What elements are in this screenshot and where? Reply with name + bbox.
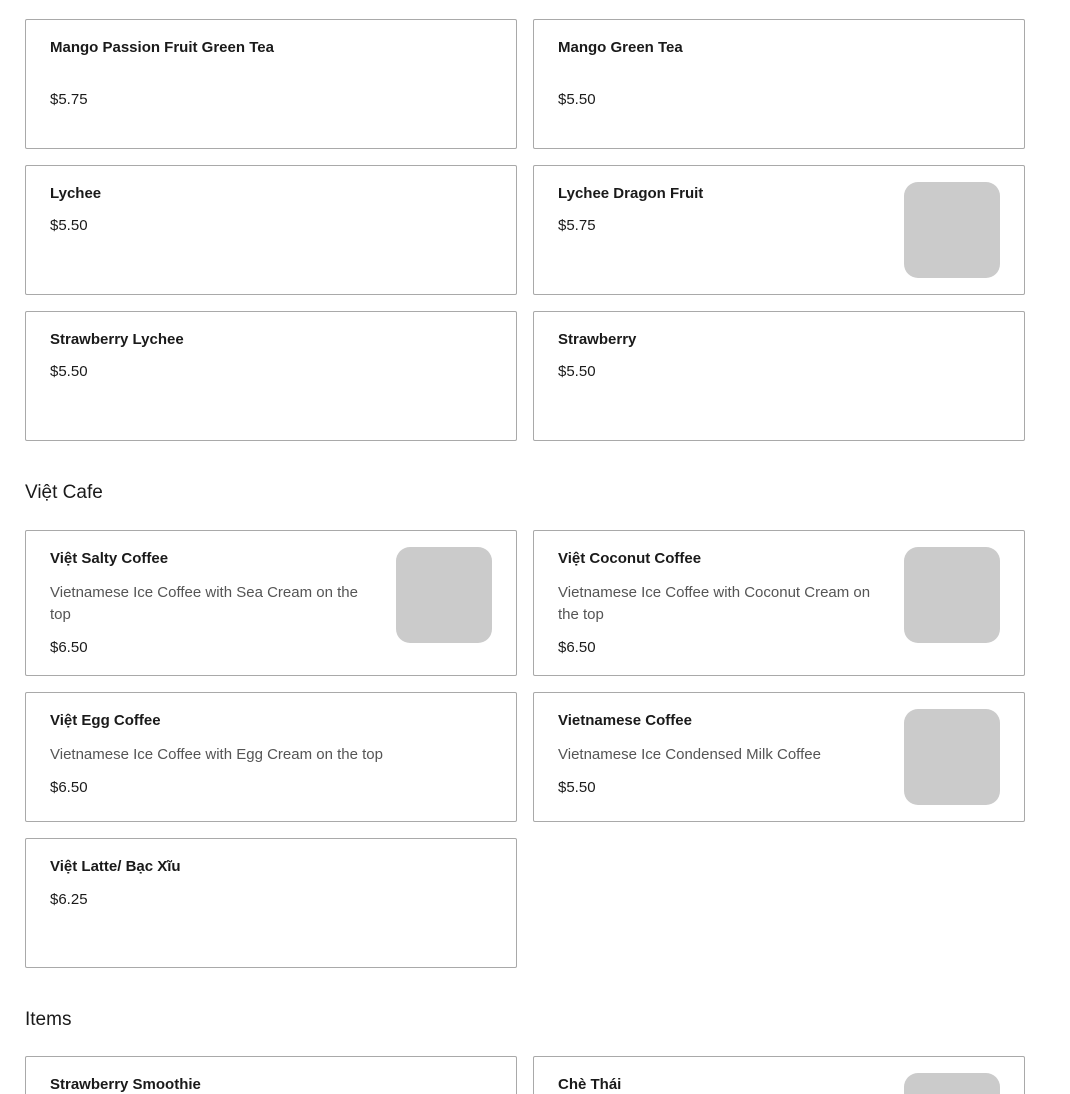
item-description: Vietnamese Ice Coffee with Egg Cream on the top [50, 746, 383, 763]
item-name: Strawberry Lychee [50, 331, 184, 348]
item-price: $6.50 [50, 779, 88, 796]
item-name: Mango Passion Fruit Green Tea [50, 39, 274, 56]
section-title: Việt Cafe [25, 482, 103, 503]
item-thumbnail [396, 547, 492, 643]
item-name: Việt Latte/ Bạc Xĩu [50, 858, 181, 875]
item-name: Strawberry Smoothie [50, 1076, 201, 1093]
menu-item-card[interactable] [533, 19, 1025, 149]
menu-item-card[interactable] [25, 1056, 517, 1094]
item-price: $6.50 [50, 639, 88, 656]
menu-item-card[interactable] [25, 838, 517, 968]
menu-item-card[interactable] [25, 692, 517, 822]
item-price: $5.50 [558, 91, 596, 108]
item-thumbnail [904, 547, 1000, 643]
item-price: $5.50 [50, 217, 88, 234]
menu-item-card[interactable] [533, 311, 1025, 441]
item-description: Vietnamese Ice Coffee with Coconut Cream on the top [558, 584, 871, 623]
item-thumbnail [904, 182, 1000, 278]
section-title: Items [25, 1009, 72, 1030]
menu-item-card[interactable] [25, 19, 517, 149]
menu-item-card[interactable] [25, 165, 517, 295]
item-price: $5.75 [50, 91, 88, 108]
item-name: Strawberry [558, 331, 637, 348]
item-price: $5.50 [558, 779, 596, 796]
item-name: Lychee Dragon Fruit [558, 185, 704, 202]
item-name: Chè Thái [558, 1076, 622, 1093]
menu-item-card[interactable] [533, 530, 1025, 676]
item-name: Mango Green Tea [558, 39, 683, 56]
menu-item-card[interactable] [533, 692, 1025, 822]
menu-item-card[interactable] [25, 311, 517, 441]
item-name: Việt Egg Coffee [50, 712, 161, 729]
item-price: $6.25 [50, 891, 88, 908]
item-thumbnail [904, 1073, 1000, 1094]
menu-item-card[interactable] [25, 530, 517, 676]
item-thumbnail [904, 709, 1000, 805]
item-name: Vietnamese Coffee [558, 712, 692, 729]
item-name: Việt Salty Coffee [50, 550, 169, 567]
item-price: $5.75 [558, 217, 596, 234]
menu-item-card[interactable] [533, 165, 1025, 295]
item-price: $5.50 [558, 363, 596, 380]
menu-item-card[interactable] [533, 1056, 1025, 1094]
item-name: Việt Coconut Coffee [558, 550, 702, 567]
item-description: Vietnamese Ice Condensed Milk Coffee [558, 746, 821, 763]
item-description: Vietnamese Ice Coffee with Sea Cream on the top [50, 584, 358, 623]
item-price: $5.50 [50, 363, 88, 380]
item-price: $6.50 [558, 639, 596, 656]
item-name: Lychee [50, 185, 102, 202]
